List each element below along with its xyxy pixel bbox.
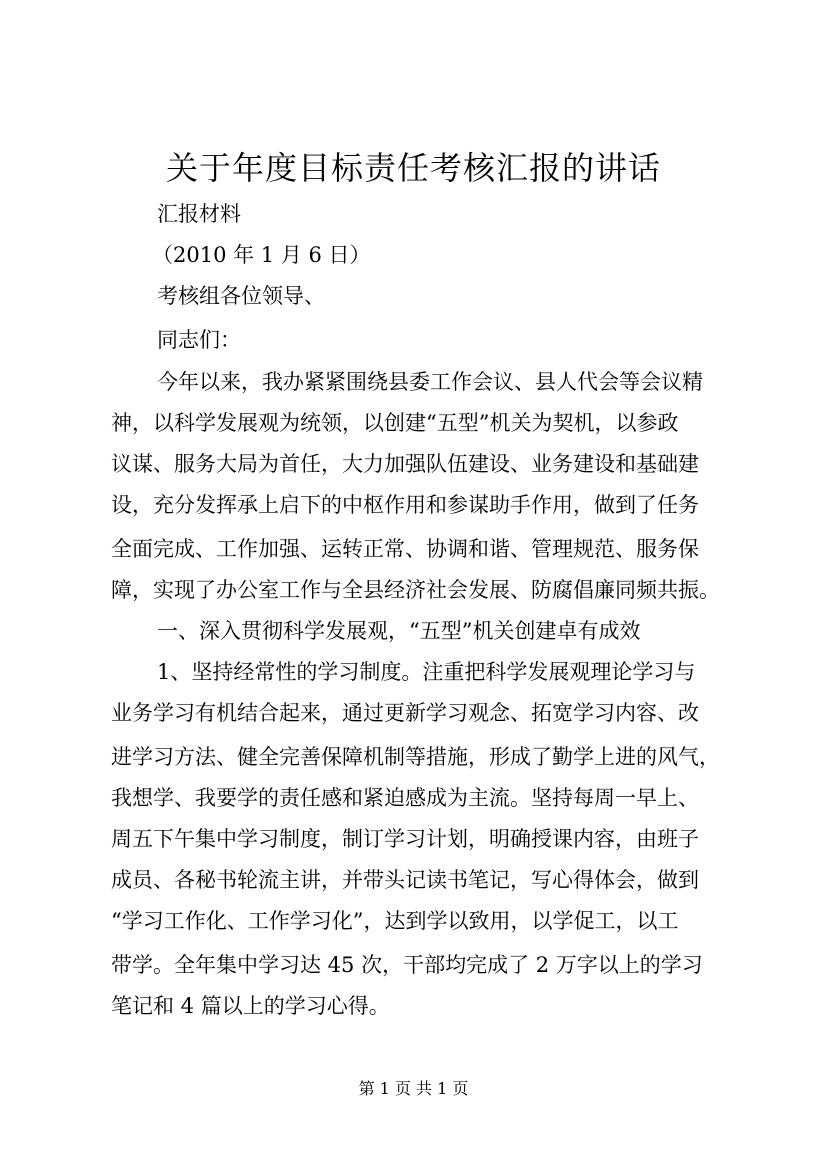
paragraph-1-line: 全面完成、工作加强、运转正常、协调和谐、管理规范、服务保 bbox=[111, 537, 699, 561]
paragraph-2-line: 成员、各秘书轮流主讲，并带头记读书笔记，写心得体会，做到 bbox=[111, 868, 699, 892]
paragraph-2-line: 我想学、我要学的责任感和紧迫感成为主流。坚持每周一早上、 bbox=[111, 786, 699, 810]
paragraph-1-line: 障，实现了办公室工作与全县经济社会发展、防腐倡廉同频共振。 bbox=[111, 578, 720, 602]
salutation-line-2: 同志们： bbox=[157, 328, 241, 352]
paragraph-1-line: 神，以科学发展观为统领，以创建“五型”机关为契机，以参政 bbox=[111, 411, 679, 435]
salutation-line-1: 考核组各位领导、 bbox=[157, 284, 325, 308]
paragraph-1-line: 设，充分发挥承上启下的中枢作用和参谋助手作用，做到了任务 bbox=[111, 493, 699, 517]
document-subtitle: 汇报材料 bbox=[157, 202, 241, 226]
page-number-footer: 第 1 页 共 1 页 bbox=[358, 1079, 469, 1098]
paragraph-2-line: 周五下午集中学习制度，制订学习计划，明确授课内容，由班子 bbox=[111, 827, 699, 851]
paragraph-2-line: 进学习方法、健全完善保障机制等措施，形成了勤学上进的风气， bbox=[111, 745, 720, 769]
document-title: 关于年度目标责任考核汇报的讲话 bbox=[165, 149, 661, 187]
paragraph-1-line: 今年以来，我办紧紧围绕县委工作会议、县人代会等会议精 bbox=[157, 370, 703, 394]
section-heading: 一、深入贯彻科学发展观，“五型”机关创建卓有成效 bbox=[157, 619, 641, 643]
document-date: （2010 年 1 月 6 日） bbox=[152, 243, 371, 267]
paragraph-1-line: 议谋、服务大局为首任，大力加强队伍建设、业务建设和基础建 bbox=[111, 452, 699, 476]
paragraph-2-line: 业务学习有机结合起来，通过更新学习观念、拓宽学习内容、改 bbox=[111, 701, 699, 725]
paragraph-2-line: 1、坚持经常性的学习制度。注重把科学发展观理论学习与 bbox=[157, 660, 696, 684]
paragraph-2-line: 带学。全年集中学习达 45 次，干部均完成了 2 万字以上的学习 bbox=[111, 953, 703, 977]
paragraph-2-line: “学习工作化、工作学习化”，达到学以致用，以学促工，以工 bbox=[111, 909, 679, 933]
paragraph-2-line: 笔记和 4 篇以上的学习心得。 bbox=[111, 994, 390, 1018]
